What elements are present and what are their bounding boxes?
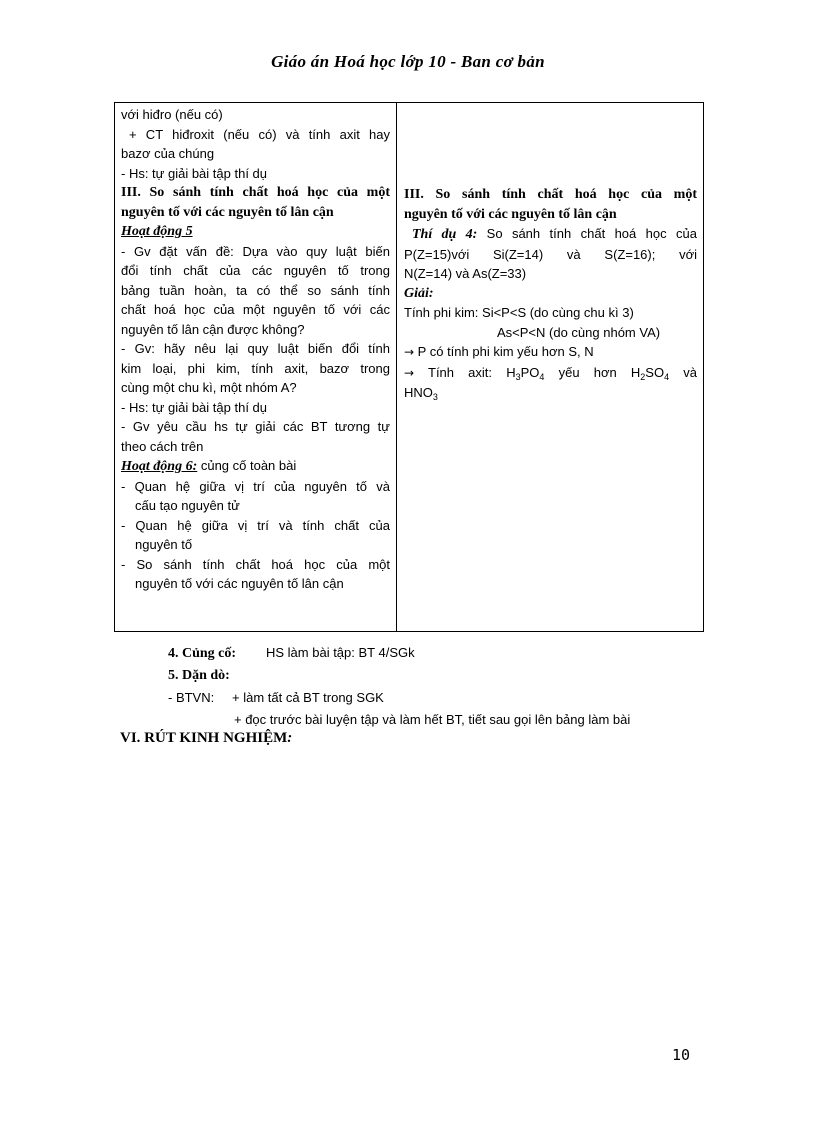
text-line: bazơ của chúng [121,146,215,161]
text-line: N(Z=14) và As(Z=33) [404,266,527,281]
bullet-line: - Quan hệ giữa vị trí của nguyên tố và [121,478,390,494]
text-line: kim loại, phi kim, tính axit, bazơ trong [121,360,390,376]
subscript: 3 [515,371,521,382]
formula-text: Tính axit: H [414,364,516,380]
activity-heading-line [121,456,390,477]
conclusion-line [404,342,697,363]
text-line: cùng một chu kì, một nhóm A? [121,380,297,395]
text-line: nguyên tố lân cận được không? [121,321,305,337]
bullet-line: nguyên tố [135,537,193,552]
formula-text: PO [520,364,540,380]
conclusion-line [404,363,697,384]
experience-heading-text: VI. RÚT KINH NGHIỆM [120,730,288,746]
text-line: P(Z=15)với Si(Z=14) và S(Z=16); với [404,246,697,262]
page-header: Giáo án Hoá học lớp 10 - Ban cơ bản [271,52,545,71]
section-heading: nguyên tố với các nguyên tố lân cận [404,206,617,222]
text-line: - Gv: hãy nêu lại quy luật biến đổi tính [121,341,390,356]
text-line: + CT hiđroxit (nếu có) và tính axit hay [129,126,390,142]
page-number: 10 [672,1046,691,1064]
text-line: bảng tuần hoàn, ta có thể so sánh tính [121,282,390,298]
text-line: - Hs: tự giải bài tập thí dụ [121,399,267,415]
subscript: 3 [432,392,438,402]
section-heading: III. So sánh tính chất hoá học của một [121,185,390,200]
text-line: As<P<N (do cùng nhóm VA) [497,324,661,340]
homework-item: + làm tất cả BT trong SGK [232,690,384,705]
example-text: So sánh tính chất hoá học của [477,226,697,241]
text-line: - Gv đặt vấn đề: Dựa vào quy luật biến [121,243,390,259]
section-heading: nguyên tố với các nguyên tố lân cận [121,204,334,220]
arrow-icon: → [404,345,415,359]
formula-line [404,383,697,403]
lesson-table [114,102,704,632]
consolidation-label: 4. Củng cố: [168,646,237,661]
formula-text: và [669,364,697,380]
lesson-wrapup [168,642,728,731]
consolidation-line [168,642,728,665]
consolidation-text: HS làm bài tập: BT 4/SGk [266,645,415,660]
subscript: 4 [539,371,545,382]
section-heading: III. So sánh tính chất hoá học của một [404,187,697,202]
experience-heading [120,730,292,747]
example-label: Thí dụ 4: [412,227,478,242]
conclusion-text: P có tính phi kim yếu hơn S, N [414,344,594,359]
subscript: 2 [640,371,646,382]
homework-line [168,709,728,731]
text-line: - Hs: tự giải bài tập thí dụ [121,165,267,181]
homework-item: + đọc trước bài luyện tập và làm hết BT, tiết sau gọi lên bảng làm bài [234,712,631,727]
bullet-line: - Quan hệ giữa vị trí và tính chất của [121,517,390,533]
homework-heading: 5. Dặn dò: [168,668,230,683]
bullet-line: cấu tạo nguyên tử [135,498,240,513]
solution-label: Giải: [404,285,434,301]
subscript: 4 [664,371,670,382]
text-line: với hiđro (nếu có) [121,107,223,122]
text-line: đổi tính chất của các nguyên tố trong [121,263,390,278]
homework-label: - BTVN: [168,690,215,705]
arrow-icon: → [404,365,415,380]
experience-heading-colon: : [287,730,293,746]
formula-text: HNO [404,385,433,400]
formula-text: yếu hơn H [544,364,641,380]
text-line: chất hoá học của một nguyên tố với các [121,302,390,317]
homework-line [168,687,728,709]
formula-text: SO [645,364,665,380]
activity-text: củng cố toàn bài [197,458,297,473]
bullet-line: - So sánh tính chất hoá học của một [121,556,390,572]
text-line: - Gv yêu cầu hs tự giải các BT tương tự [121,419,390,434]
activity-heading: Hoạt động 6: [121,459,198,474]
example-line [404,224,697,245]
bullet-line: nguyên tố với các nguyên tố lân cận [135,576,344,591]
content-column [397,103,703,631]
activity-heading: Hoạt động 5 [121,224,193,239]
text-line: Tính phi kim: Si<P<S (do cùng chu kì 3) [404,305,634,320]
teacher-student-activities-column [115,103,397,631]
text-line: theo cách trên [121,438,204,454]
